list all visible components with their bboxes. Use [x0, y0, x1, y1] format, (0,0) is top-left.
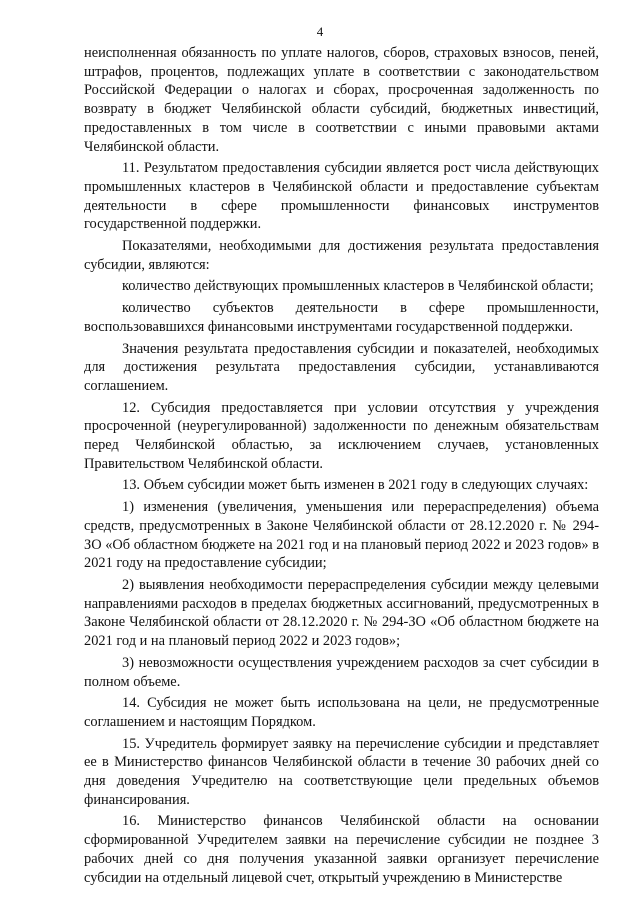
paragraph: 3) невозможности осуществления учреждением расходов за счет субсидии в полном объеме. — [84, 654, 599, 690]
paragraph: неисполненная обязанность по уплате налогов, сборов, страховых взносов, пеней, штрафов, процентов, подлежащих уплате в соответствии с законодательством Российской Федерации о налогах и сборах, просроченная задолженность по возврату в бюджет Челябинской области субсидий, бюджетных инвестиций, предоставленных в том числе в соответствии с иными правовыми актами Челябинской области. — [84, 45, 599, 155]
document-body — [84, 44, 599, 890]
paragraph: 2) выявления необходимости перераспределения субсидии между целевыми направлениями расходов в пределах бюджетных ассигнований, предусмотренных в Законе Челябинской области от 28.12.2020 г. № 294-ЗО «Об областном бюджете на 2021 год и на плановый период 2022 и 2023 годов»; — [84, 576, 599, 650]
paragraph-item-13: 13. Объем субсидии может быть изменен в 2021 году в следующих случаях: — [122, 477, 589, 494]
paragraph-item-11: 11. Результатом предоставления субсидии является рост числа действующих промышленных кластеров в Челябинской области и предоставление субъектам деятельности в сфере промышленности финансовых инструментов государственной поддержки. — [84, 160, 599, 233]
paragraph-item-15: 15. Учредитель формирует заявку на перечисление субсидии и представляет ее в Министерство финансов Челябинской области в течение 30 рабочих дней со дня доведения Учредителю на соответствующие цели предельных объемов финансирования. — [84, 735, 599, 808]
paragraph: количество действующих промышленных кластеров в Челябинской области; — [122, 278, 594, 295]
paragraph-item-12: 12. Субсидия предоставляется при условии отсутствия у учреждения просроченной (неурегулированной) задолженности по денежным обязательствам перед Челябинской областью, за исключением случаев, установленных Правительством Челябинской области. — [84, 399, 599, 472]
paragraph-item-14: 14. Субсидия не может быть использована на цели, не предусмотренные соглашением и настоящим Порядком. — [84, 695, 599, 730]
page-number: 4 — [316, 24, 324, 39]
paragraph: количество субъектов деятельности в сфере промышленности, воспользовавшихся финансовыми инструментами государственной поддержки. — [84, 300, 599, 335]
paragraph: Значения результата предоставления субсидии и показателей, необходимых для достижения результата предоставления субсидии, устанавливаются соглашением. — [84, 340, 599, 394]
paragraph: 1) изменения (увеличения, уменьшения или перераспределения) объема средств, предусмотренных в Законе Челябинской области от 28.12.2020 г. № 294-ЗО «Об областном бюджете на 2021 год и на плановый период 2022 и 2023 годов» в 2021 году на предоставление субсидии; — [84, 499, 599, 572]
paragraph-item-16: 16. Министерство финансов Челябинской области на основании сформированной Учредителем заявки на перечисление субсидии не позднее 3 рабочих дней со дня получения указанной заявки организует перечисление субсидии на отдельный лицевой счет, открытый учреждению в Министерстве — [84, 813, 599, 886]
paragraph: Показателями, необходимыми для достижения результата предоставления субсидии, являются: — [84, 238, 599, 273]
